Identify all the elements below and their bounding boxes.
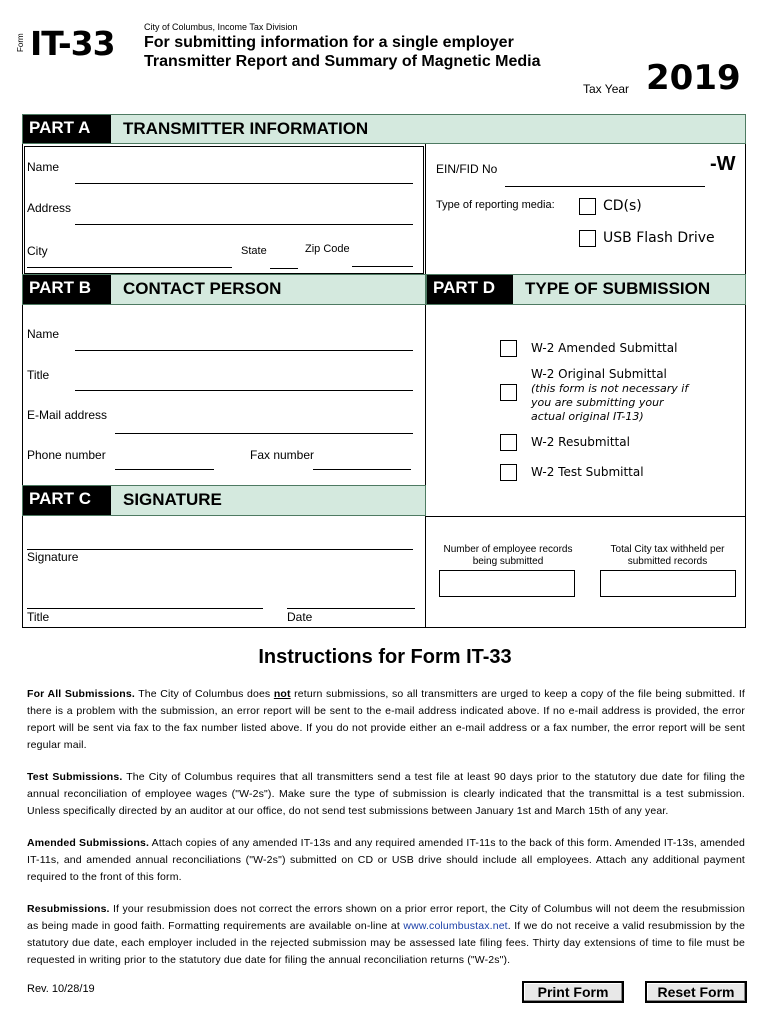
amended-checkbox[interactable] (500, 340, 517, 357)
test-submissions-title: Test Submissions. (27, 771, 123, 783)
test-option-label: W-2 Test Submittal (531, 465, 644, 479)
date-field[interactable] (287, 608, 415, 609)
part-a-label: PART A (23, 115, 111, 143)
part-b-label: PART B (23, 275, 111, 304)
resubmittal-checkbox[interactable] (500, 434, 517, 451)
email-field[interactable] (115, 433, 413, 434)
records-label-line1: Number of employee records (443, 544, 573, 555)
all-submissions-title: For All Submissions. (27, 688, 135, 700)
tax-year-label: Tax Year (583, 82, 630, 96)
reset-form-button[interactable]: Reset Form (645, 981, 747, 1003)
amended-submissions-paragraph (27, 835, 745, 886)
city-field[interactable] (27, 267, 232, 268)
original-note-line2: you are submitting your (531, 396, 664, 409)
amended-submissions-title: Amended Submissions. (27, 837, 150, 849)
part-c-title: SIGNATURE (123, 490, 222, 509)
resubmittal-option-label: W-2 Resubmittal (531, 435, 630, 449)
part-d-divider (426, 516, 746, 517)
part-c-label: PART C (23, 486, 111, 515)
withheld-label-line2: submitted records (627, 556, 708, 567)
cd-option-label: CD(s) (603, 198, 642, 214)
contact-name-label: Name (27, 327, 60, 341)
ein-field[interactable] (505, 186, 705, 187)
part-a-title: TRANSMITTER INFORMATION (123, 119, 369, 138)
fax-field[interactable] (313, 469, 411, 470)
columbustax-link[interactable]: www.columbustax.net (403, 920, 508, 932)
name-field[interactable] (75, 183, 413, 184)
instructions-heading: Instructions for Form IT-33 (258, 646, 512, 668)
tax-year: 2019 (646, 58, 741, 98)
city-label: City (27, 244, 48, 258)
media-label: Type of reporting media: (436, 199, 555, 211)
form-number: IT-33 (30, 24, 115, 63)
address-label: Address (27, 201, 72, 215)
signature-field[interactable] (27, 549, 413, 550)
all-submissions-not: not (273, 688, 291, 700)
zip-field[interactable] (352, 266, 413, 267)
resubmissions-paragraph (27, 901, 745, 969)
resubmissions-text-post: . If we do not receive a valid resubmission by the statutory due date, each employer included in the rejected submission may be assessed late filing fees. Thirty day extensions of time to file must be requested in writing prior to the statutory due date for filing the annual reconciliation returns ("W-2s"). (27, 920, 745, 966)
test-submissions-paragraph (27, 769, 745, 820)
phone-label: Phone number (27, 448, 106, 462)
division-name: City of Columbus, Income Tax Division (144, 22, 298, 32)
address-field[interactable] (75, 224, 413, 225)
date-label: Date (287, 610, 313, 624)
phone-field[interactable] (115, 469, 214, 470)
test-submissions-text: The City of Columbus requires that all transmitters send a test file at least 90 days prior to the statutory due date for filing the annual reconciliation of employee wages ("W-2s"). Make sure the type of submission is clearly indicated that the transmittal is a test submission. Unless specifically directed by an auditor at our office, do not send test submissions between January 1st and March 15th of any year. (27, 771, 746, 817)
cd-checkbox[interactable] (579, 198, 596, 215)
form-title-line1: For submitting information for a single employer (144, 34, 514, 51)
original-note-line1: (this form is not necessary if (531, 382, 689, 395)
zip-label: Zip Code (305, 243, 350, 255)
part-b-title: CONTACT PERSON (123, 279, 282, 298)
all-submissions-paragraph (27, 686, 745, 754)
signature-label: Signature (27, 550, 79, 564)
state-field[interactable] (270, 268, 298, 269)
form-title-line2: Transmitter Report and Summary of Magnetic Media (144, 53, 541, 70)
signer-title-label: Title (27, 610, 50, 624)
original-checkbox[interactable] (500, 384, 517, 401)
contact-title-field[interactable] (75, 390, 413, 391)
contact-name-field[interactable] (75, 350, 413, 351)
email-label: E-Mail address (27, 408, 108, 422)
contact-title-label: Title (27, 368, 50, 382)
form-word: Form (16, 33, 25, 52)
resubmissions-title: Resubmissions. (27, 903, 110, 915)
withheld-label-line1: Total City tax withheld per (610, 544, 725, 555)
revision-date: Rev. 10/28/19 (27, 983, 95, 995)
usb-option-label: USB Flash Drive (603, 230, 715, 246)
resubmissions-text-pre: If your resubmission does not correct the errors shown on a prior error report, the City of Columbus will not deem the resubmission as being made in good faith. Formatting requirements are available on-line at (27, 903, 745, 932)
instructions-body (27, 686, 745, 969)
name-label: Name (27, 160, 60, 174)
all-submissions-text-post: return submissions, so all transmitters are urged to keep a copy of the file being submitted. If there is a problem with the submission, an error report will be sent to the e-mail address indicated above. If no e-mail address is provided, the error report will be sent via fax to the fax number listed above. If you do not provide either an e-mail address or a fax number, the error report will be sent regular mail. (27, 688, 745, 751)
part-d-title: TYPE OF SUBMISSION (525, 279, 711, 298)
records-count-field[interactable] (439, 570, 575, 597)
test-checkbox[interactable] (500, 464, 517, 481)
print-form-button[interactable]: Print Form (522, 981, 624, 1003)
records-label-line2: being submitted (472, 556, 544, 567)
fax-label: Fax number (250, 448, 315, 462)
ein-label: EIN/FID No (436, 162, 498, 176)
state-label: State (241, 245, 267, 257)
amended-option-label: W-2 Amended Submittal (531, 341, 678, 355)
original-option-label: W-2 Original Submittal (531, 367, 667, 381)
signer-title-field[interactable] (27, 608, 263, 609)
left-column-inner-box (24, 146, 424, 274)
usb-checkbox[interactable] (579, 230, 596, 247)
ein-suffix: -W (710, 153, 736, 175)
all-submissions-text-pre: The City of Columbus does (134, 688, 274, 700)
original-note-line3: actual original IT-13) (531, 410, 644, 423)
amended-submissions-text: Attach copies of any amended IT-13s and any required amended IT-11s to the back of this form. Amended IT-13s, amended IT-11s, and amended annual reconciliations ("W-2s") submitted on CD or USB drive should include all employees. Attach any additional payment required to the front of this form. (27, 837, 745, 883)
withheld-total-field[interactable] (600, 570, 736, 597)
part-d-label: PART D (427, 275, 513, 304)
